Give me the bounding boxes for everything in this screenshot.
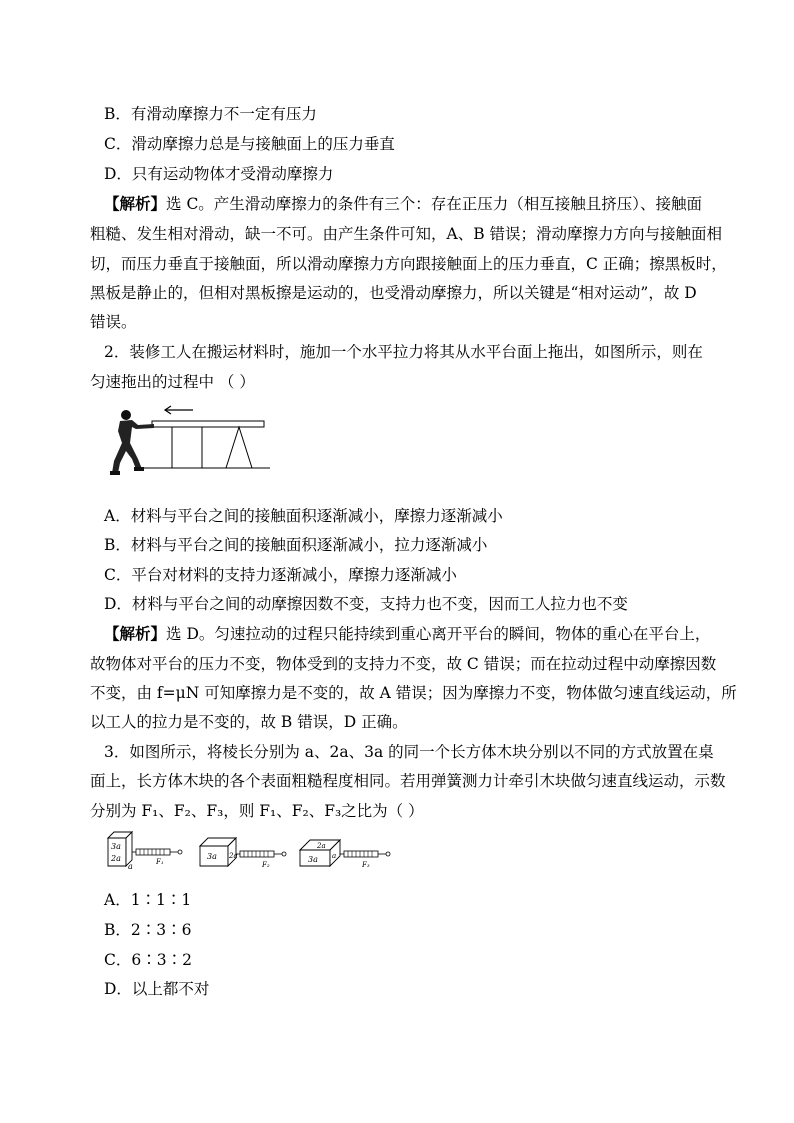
- q2-analysis-line-4: 以工人的拉力是不变的，故 B 错误，D 正确。: [90, 713, 408, 731]
- q1-option-d: D．只有运动物体才受滑动摩擦力: [104, 165, 334, 183]
- q1-analysis-line-1: 【解析】选 C。产生滑动摩擦力的条件有三个：存在正压力（相互接触且挤压）、接触面: [104, 194, 703, 213]
- q2-option-d: D．材料与平台之间的动摩擦因数不变，支持力也不变，因而工人拉力也不变: [104, 595, 628, 613]
- q1-option-c: C．滑动摩擦力总是与接触面上的压力垂直: [104, 135, 395, 153]
- block-1-label-front-top: 3a: [111, 842, 121, 851]
- q2-analysis-line-2: 故物体对平台的压力不变，物体受到的支持力不变，故 C 错误；而在拉动过程中动摩擦因数: [90, 655, 717, 673]
- block-3-label-side: a: [332, 852, 337, 860]
- force-f3-label: F₃: [362, 861, 370, 869]
- q1-option-b: B．有滑动摩擦力不一定有压力: [104, 105, 317, 123]
- q3-option-c: C．6∶3∶2: [104, 951, 192, 969]
- q3-figure-blocks: [104, 828, 394, 874]
- force-f1-label: F₁: [156, 858, 164, 866]
- force-f2-label: F₂: [262, 861, 270, 869]
- q3-option-b: B．2∶3∶6: [104, 921, 192, 939]
- q2-stem-line-1: 2．装修工人在搬运材料时，施加一个水平拉力将其从水平台面上拖出，如图所示，则在: [104, 343, 703, 361]
- q1-analysis-line-4: 黑板是静止的，但相对黑板擦是运动的，也受滑动摩擦力，所以关键是“相对运动”，故 D: [90, 284, 697, 302]
- block-2: [200, 838, 286, 869]
- block-2-label-side: 2a: [229, 852, 238, 860]
- q2-stem-line-2: 匀速拖出的过程中 （ ）: [90, 373, 255, 391]
- q3-stem-line-3: 分别为 F₁、F₂、F₃，则 F₁、F₂、F₃之比为（ ）: [90, 802, 424, 820]
- q2-figure-worker-platform: [108, 403, 278, 478]
- block-2-label-front: 3a: [207, 852, 217, 861]
- block-3-label-front: 3a: [308, 855, 318, 864]
- q3-option-d: D．以上都不对: [104, 980, 210, 998]
- q2-analysis-line-3: 不变，由 f=μN 可知摩擦力是不变的，故 A 错误；因为摩擦力不变，物体做匀速直线运动，所: [90, 684, 737, 702]
- analysis-label: 【解析】: [104, 194, 167, 213]
- q2-option-a: A．材料与平台之间的接触面积逐渐减小，摩擦力逐渐减小: [104, 507, 503, 525]
- q1-analysis-line-5: 错误。: [90, 313, 137, 331]
- q1-analysis-line-3: 切，而压力垂直于接触面，所以滑动摩擦力方向跟接触面上的压力垂直，C 正确；擦黑板时，: [90, 255, 727, 273]
- block-3-label-top: 2a: [317, 842, 326, 850]
- analysis-label: 【解析】: [104, 624, 167, 643]
- q2-option-c: C．平台对材料的支持力逐渐减小，摩擦力逐渐减小: [104, 566, 457, 584]
- q3-stem-line-1: 3．如图所示，将棱长分别为 a、2a、3a 的同一个长方体木块分别以不同的方式放置在桌: [104, 743, 714, 761]
- q3-option-a: A．1∶1∶1: [104, 891, 192, 909]
- q1-analysis-line-2: 粗糙、发生相对滑动，缺一不可。由产生条件可知，A、B 错误；滑动摩擦力方向与接触面相: [90, 225, 723, 243]
- block-1: [108, 832, 182, 871]
- q2-analysis-line-1: 【解析】选 D。匀速拉动的过程只能持续到重心离开平台的瞬间，物体的重心在平台上，: [104, 624, 711, 643]
- q3-stem-line-2: 面上，长方体木块的各个表面粗糙程度相同。若用弹簧测力计牵引木块做匀速直线运动，示数: [90, 772, 726, 790]
- block-3: [300, 840, 390, 869]
- block-1-label-front-bottom: 2a: [111, 854, 121, 863]
- block-1-label-side: a: [128, 862, 133, 871]
- q2-option-b: B．材料与平台之间的接触面积逐渐减小，拉力逐渐减小: [104, 536, 488, 554]
